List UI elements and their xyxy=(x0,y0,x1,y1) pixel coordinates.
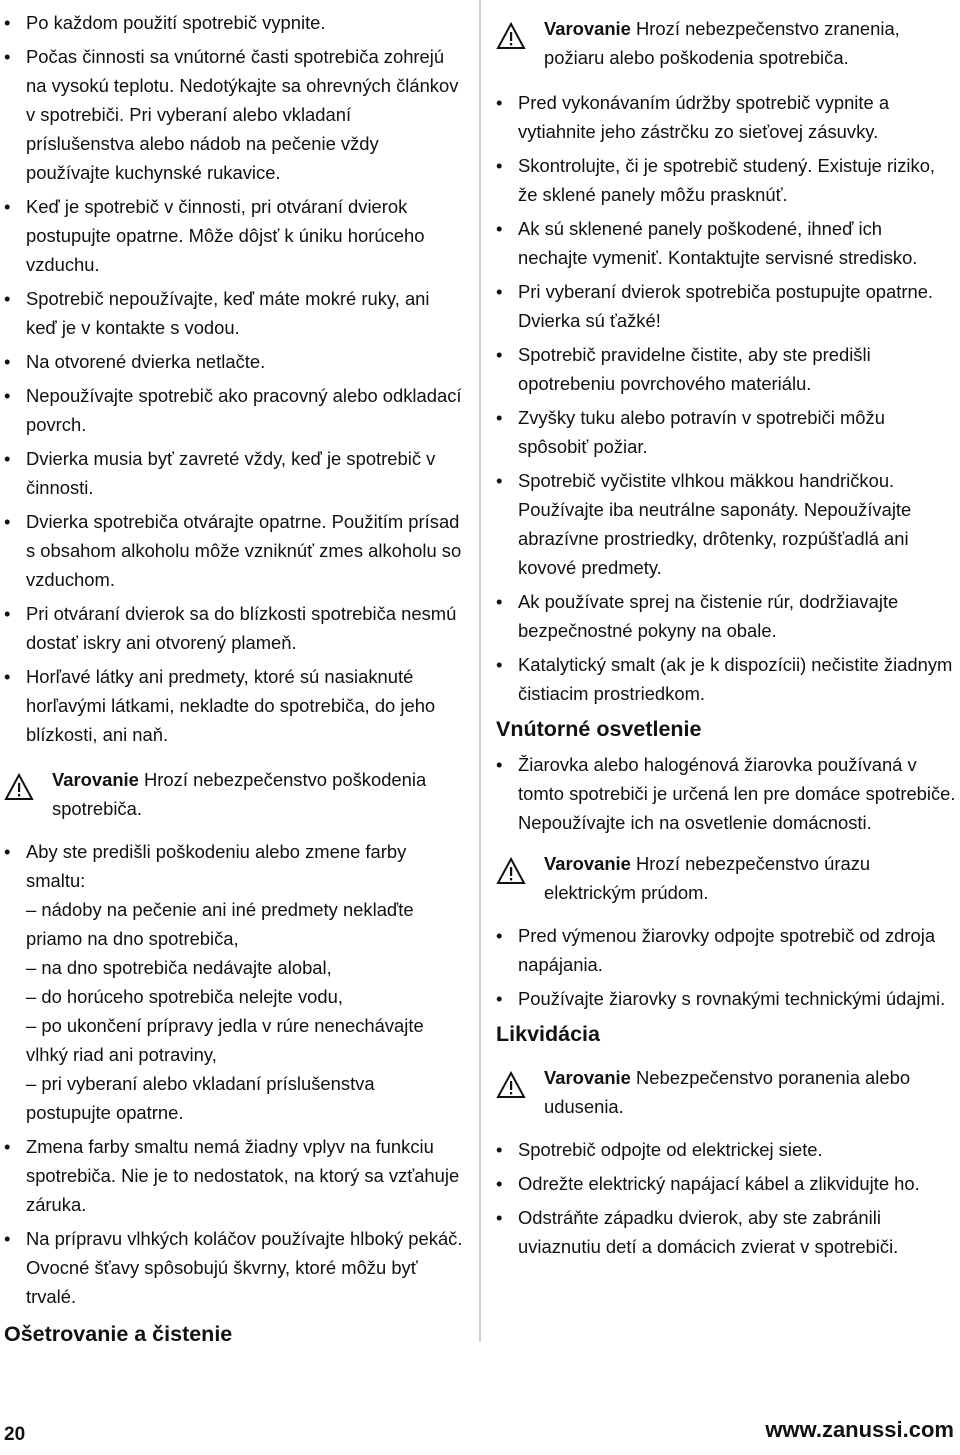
list-item: • Dvierka musia byť zavreté vždy, keď je spotrebič v činnosti. xyxy=(4,444,464,502)
enamel-dash-item: – nádoby na pečenie ani iné predmety neklaďte priamo na dno spotrebiča, xyxy=(26,899,414,949)
safety-list-1 xyxy=(4,8,464,749)
list-item: • Ak používate sprej na čistenie rúr, dodržiavajte bezpečnostné pokyny na obale. xyxy=(496,587,956,645)
cleaning-list xyxy=(496,88,956,708)
enamel-dash-item: – na dno spotrebiča nedávajte alobal, xyxy=(26,957,332,978)
safety-list-2 xyxy=(4,1132,464,1311)
list-item: • Spotrebič odpojte od elektrickej siete. xyxy=(496,1135,956,1164)
column-divider xyxy=(479,0,481,1342)
list-item: • Po každom použití spotrebič vypnite. xyxy=(4,8,464,37)
warning-triangle-icon xyxy=(4,773,34,801)
list-item: • Katalytický smalt (ak je k dispozícii) nečistite žiadnym čistiacim prostriedkom. xyxy=(496,650,956,708)
list-item: • Skontrolujte, či je spotrebič studený. Existuje riziko, že sklené panely môžu prasknúť. xyxy=(496,151,956,209)
list-item: • Spotrebič pravidelne čistite, aby ste predišli opotrebeniu povrchového materiálu. xyxy=(496,340,956,398)
website-link[interactable]: www.zanussi.com xyxy=(765,1417,954,1442)
list-item: • Ak sú sklenené panely poškodené, ihneď ich nechajte vymeniť. Kontaktujte servisné stredisko. xyxy=(496,214,956,272)
warning-label: Varovanie xyxy=(544,853,631,874)
warning-block xyxy=(496,14,956,72)
list-item: • Počas činnosti sa vnútorné časti spotrebiča zohrejú na vysokú teplotu. Nedotýkajte sa ohrevných článkov v spotrebiči. Pri vyberaní alebo vkladaní príslušenstva alebo nádob na pečenie vždy používajte kuchynské rukavice. xyxy=(4,42,464,187)
enamel-intro: Aby ste predišli poškodeniu alebo zmene farby smaltu: xyxy=(26,841,407,891)
right-column xyxy=(496,14,956,1266)
list-item: • Zmena farby smaltu nemá žiadny vplyv na funkciu spotrebiča. Nie je to nedostatok, na ktorý sa vzťahuje záruka. xyxy=(4,1132,464,1219)
enamel-dash-item: – po ukončení prípravy jedla v rúre nenechávajte vlhký riad ani potraviny, xyxy=(26,1015,424,1065)
warning-block xyxy=(496,849,956,907)
list-item: • Spotrebič nepoužívajte, keď máte mokré ruky, ani keď je v kontakte s vodou. xyxy=(4,284,464,342)
warning-text: Hrozí nebezpečenstvo úrazu elektrickým prúdom. xyxy=(544,853,871,903)
warning-triangle-icon xyxy=(496,857,526,885)
warning-text: Hrozí nebezpečenstvo poškodenia spotrebiča. xyxy=(52,769,427,819)
disposal-list xyxy=(496,1135,956,1261)
list-item: • Žiarovka alebo halogénová žiarovka používaná v tomto spotrebiči je určená len pre domáce spotrebiče. Nepoužívajte ich na osvetlenie domácnosti. xyxy=(496,750,956,837)
list-item: • Zvyšky tuku alebo potravín v spotrebiči môžu spôsobiť požiar. xyxy=(496,403,956,461)
list-item: • Nepoužívajte spotrebič ako pracovný alebo odkladací povrch. xyxy=(4,381,464,439)
bulb-list xyxy=(496,921,956,1013)
warning-block xyxy=(496,1063,956,1121)
list-item: • Horľavé látky ani predmety, ktoré sú nasiaknuté horľavými látkami, nekladte do spotrebiča, do jeho blízkosti, ani naň. xyxy=(4,662,464,749)
enamel-list xyxy=(4,837,464,895)
list-item: • Pred vykonávaním údržby spotrebič vypnite a vytiahnite jeho zástrčku zo sieťovej zásuvky. xyxy=(496,88,956,146)
warning-block xyxy=(4,765,464,823)
warning-text: Nebezpečenstvo poranenia alebo udusenia. xyxy=(544,1067,911,1117)
section-heading-care-cleaning: Ošetrovanie a čistenie xyxy=(4,1322,233,1346)
warning-label: Varovanie xyxy=(544,18,631,39)
list-item: • Pred výmenou žiarovky odpojte spotrebič od zdroja napájania. xyxy=(496,921,956,979)
warning-triangle-icon xyxy=(496,22,526,50)
list-item: • Pri otváraní dvierok sa do blízkosti spotrebiča nesmú dostať iskry ani otvorený plameň. xyxy=(4,599,464,657)
list-item: • Dvierka spotrebiča otvárajte opatrne. Použitím prísad s obsahom alkoholu môže vzniknúť zmes alkoholu so vzduchom. xyxy=(4,507,464,594)
list-item: • Odrežte elektrický napájací kábel a zlikvidujte ho. xyxy=(496,1169,956,1198)
section-heading-disposal: Likvidácia xyxy=(496,1022,600,1046)
list-item: • Keď je spotrebič v činnosti, pri otváraní dvierok postupujte opatrne. Môže dôjsť k úniku horúceho vzduchu. xyxy=(4,192,464,279)
section-heading-interior-light: Vnútorné osvetlenie xyxy=(496,717,702,741)
warning-text: Hrozí nebezpečenstvo zranenia, požiaru alebo poškodenia spotrebiča. xyxy=(544,18,900,68)
warning-triangle-icon xyxy=(496,1071,526,1099)
list-item: • Spotrebič vyčistite vlhkou mäkkou handričkou. Používajte iba neutrálne saponáty. Nepoužívajte abrazívne prostriedky, drôtenky, rozpúšťadlá ani kovové predmety. xyxy=(496,466,956,582)
list-item xyxy=(4,837,464,895)
left-column xyxy=(4,8,464,1349)
warning-label: Varovanie xyxy=(544,1067,631,1088)
list-item: • Pri vyberaní dvierok spotrebiča postupujte opatrne. Dvierka sú ťažké! xyxy=(496,277,956,335)
enamel-dash-item: – pri vyberaní alebo vkladaní príslušenstva postupujte opatrne. xyxy=(26,1073,375,1123)
list-item: • Odstráňte západku dvierok, aby ste zabránili uviaznutiu detí a domácich zvierat v spotrebiči. xyxy=(496,1203,956,1261)
list-item: • Na otvorené dvierka netlačte. xyxy=(4,347,464,376)
warning-label: Varovanie xyxy=(52,769,139,790)
list-item: • Používajte žiarovky s rovnakými technickými údajmi. xyxy=(496,984,956,1013)
list-item: • Na prípravu vlhkých koláčov používajte hlboký pekáč. Ovocné šťavy spôsobujú škvrny, ktoré môžu byť trvalé. xyxy=(4,1224,464,1311)
enamel-dash-item: – do horúceho spotrebiča nelejte vodu, xyxy=(26,986,343,1007)
light-list xyxy=(496,750,956,837)
page-number: 20 xyxy=(4,1424,26,1445)
